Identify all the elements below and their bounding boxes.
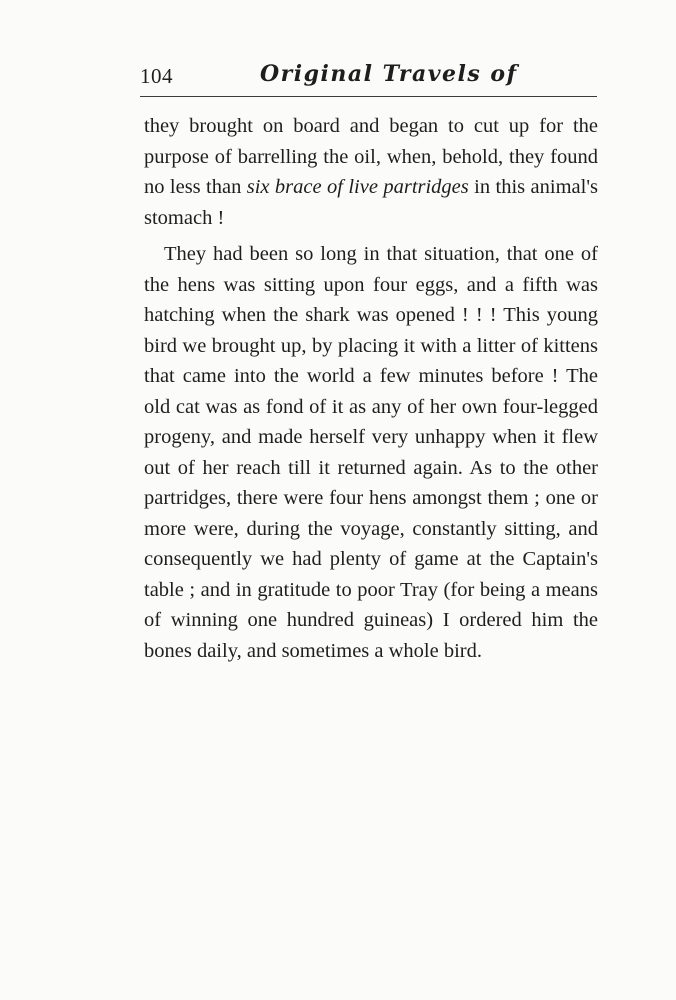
body-text	[144, 111, 598, 666]
page-header	[140, 60, 597, 100]
paragraph-1	[144, 111, 598, 233]
header-rule	[140, 96, 597, 97]
paragraph-1-text-b: in this animal's stomach !	[144, 176, 598, 229]
running-head: Original Travels of	[260, 61, 518, 87]
paragraph-2: They had been so long in that situation, that one of the hens was sitting upon four eggs, and a fifth was hatching when the shark was opened ! ! ! This young bird we brought up, by placing it with a litter of kittens that came into the world a few minutes before ! The old cat was as fond of it as any of her own four-legged progeny, and made herself very unhappy when it flew out of her reach till it returned again. As to the other partridges, there were four hens amongst them ; one or more were, during the voyage, constantly sitting, and consequently we had plenty of game at the Captain's table ; and in gratitude to poor Tray (for being a means of winning one hundred guineas) I ordered him the bones daily, and sometimes a whole bird.	[144, 243, 598, 662]
paragraph-1-text-a: they brought on board and began to cut up for the purpose of barrelling the oil, when, behold, they found no less than	[144, 115, 598, 198]
page-number: 104	[140, 64, 173, 88]
paragraph-1-italic: six brace of live partridges	[246, 176, 469, 198]
